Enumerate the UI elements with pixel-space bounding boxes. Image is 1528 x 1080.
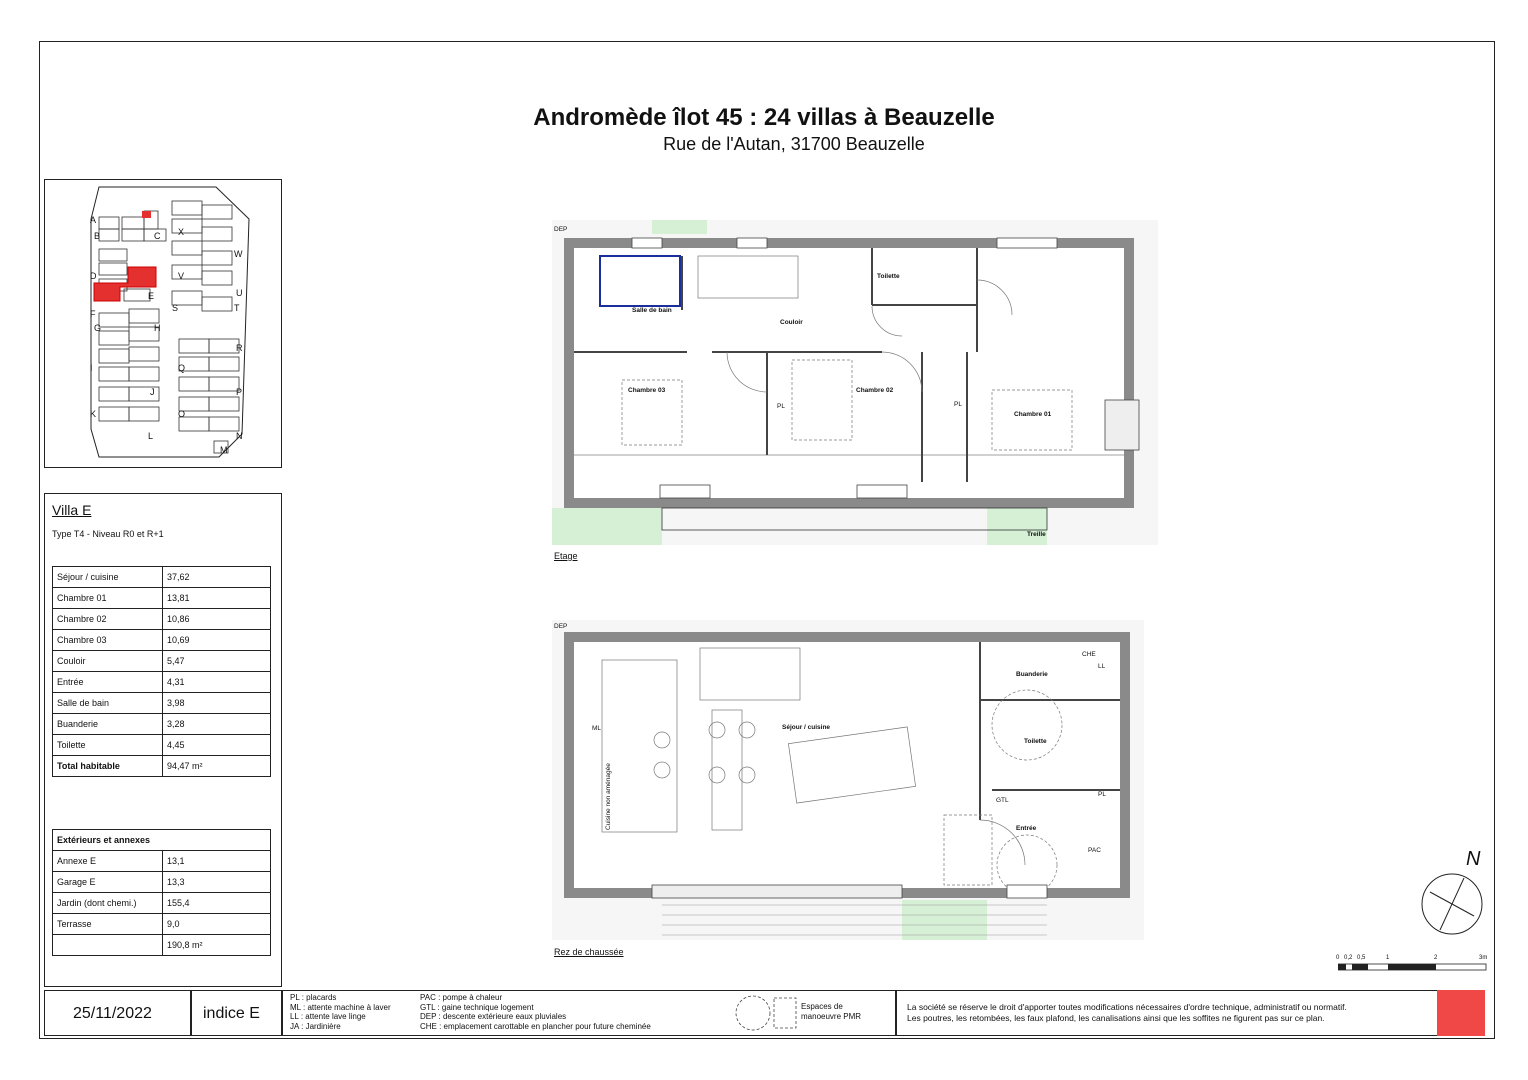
gtl-label: GTL (996, 797, 1009, 804)
ll-label: LL (1098, 663, 1106, 670)
room-name: Entrée (53, 672, 163, 693)
lot-label: K (90, 409, 97, 419)
room-name: Couloir (53, 651, 163, 672)
highlight-c (142, 211, 151, 218)
room-label-chambre-01: Chambre 01 (1014, 411, 1052, 418)
scale-bar (1338, 962, 1488, 972)
lot-label: S (172, 303, 179, 313)
page-subtitle: Rue de l'Autan, 31700 Beauzelle (663, 134, 925, 154)
ground-plan-caption: Rez de chaussée (554, 947, 624, 957)
lot-label: L (148, 431, 154, 441)
ml-label: ML (592, 725, 602, 732)
room-area: 10,69 (163, 630, 271, 651)
dep-label: DEP (554, 226, 568, 233)
lot-label: H (154, 323, 161, 333)
room-label-sdb: Salle de bain (632, 307, 672, 314)
treille-label: Treille (1027, 531, 1046, 538)
room-area: 4,45 (163, 735, 271, 756)
divider (190, 990, 192, 1036)
total-area: 94,47 m² (163, 756, 271, 777)
exterior-name (53, 935, 163, 956)
site-plan (44, 179, 282, 468)
pl-label: PL (1098, 791, 1106, 798)
villa-type: Type T4 - Niveau R0 et R+1 (52, 529, 164, 539)
legend-col-1 (290, 993, 391, 1031)
date-value: 25/11/2022 (73, 1005, 152, 1022)
pmr-circle-icon (734, 994, 798, 1032)
legend-item: GTL : gaine technique logement (420, 1002, 534, 1012)
table-row (53, 567, 271, 588)
lot-label: N (236, 431, 243, 441)
table-row (53, 693, 271, 714)
room-area: 10,86 (163, 609, 271, 630)
disclaimer (907, 1002, 1427, 1024)
total-label: Total habitable (53, 756, 163, 777)
table-row (53, 756, 271, 777)
lot-label: U (236, 288, 243, 298)
legend-item: JA : Jardinière (290, 1021, 341, 1031)
lot-label: O (178, 409, 186, 419)
exterior-name: Annexe E (53, 851, 163, 872)
upper-plan-caption: Etage (554, 551, 578, 561)
lot-label: W (234, 249, 243, 259)
pl-label: PL (777, 403, 785, 410)
page-title: Andromède îlot 45 : 24 villas à Beauzelle (533, 104, 995, 131)
lot-label: F (90, 309, 96, 319)
north-label: N (1466, 848, 1481, 870)
room-label-toilette: Toilette (877, 273, 900, 280)
room-name: Toilette (53, 735, 163, 756)
scale-tick: 2 (1434, 955, 1438, 961)
scale-tick: 3m (1479, 955, 1488, 961)
exterior-name: Garage E (53, 872, 163, 893)
lot-label: C (154, 231, 161, 241)
villa-title: Villa E (52, 502, 92, 518)
lot-label: G (94, 323, 102, 333)
scale-tick: 1 (1386, 955, 1390, 961)
table-row (53, 914, 271, 935)
lot-label: Q (178, 363, 186, 373)
footer-divider (895, 990, 897, 1036)
room-name: Chambre 01 (53, 588, 163, 609)
lot-label: D (90, 271, 97, 281)
lot-label: V (178, 271, 185, 281)
table-row (53, 893, 271, 914)
legend-item: LL : attente lave linge (290, 1012, 366, 1021)
lot-label: P (236, 387, 243, 397)
pac-label: PAC (1088, 847, 1101, 854)
table-row (53, 872, 271, 893)
exterior-area: 13,3 (163, 872, 271, 893)
exterior-area: 155,4 (163, 893, 271, 914)
room-name: Séjour / cuisine (53, 567, 163, 588)
room-label-buanderie: Buanderie (1016, 671, 1048, 678)
lot-label: X (178, 227, 185, 237)
room-name: Chambre 03 (53, 630, 163, 651)
lot-label: E (148, 291, 155, 301)
room-label-entree: Entrée (1016, 825, 1037, 832)
compass-icon (1420, 872, 1484, 936)
room-name: Buanderie (53, 714, 163, 735)
room-name: Salle de bain (53, 693, 163, 714)
table-row (53, 630, 271, 651)
room-name: Chambre 02 (53, 609, 163, 630)
exterior-total: 190,8 m² (163, 935, 271, 956)
scale-tick: 0,5 (1357, 955, 1366, 961)
legend-item: CHE : emplacement carottable en plancher pour future cheminée (420, 1021, 651, 1031)
lot-label: M (220, 445, 228, 455)
room-area: 4,31 (163, 672, 271, 693)
exteriors-table (52, 829, 271, 956)
lot-label: J (150, 387, 155, 397)
legend-item: PAC : pompe à chaleur (420, 993, 503, 1002)
lot-label: B (94, 231, 101, 241)
exterior-name: Jardin (dont chemi.) (53, 893, 163, 914)
lot-label: R (236, 343, 243, 353)
highlight-villa-e (94, 267, 156, 301)
disclaimer-line: Les poutres, les retombées, les faux plafond, les canalisations ainsi que les soffites ne figurent pas sur ce plan. (907, 1013, 1325, 1023)
cuisine-label: Cuisine non aménagée (605, 763, 612, 830)
exterior-area: 13,1 (163, 851, 271, 872)
che-label: CHE (1082, 651, 1096, 658)
scale-tick: 0 (1336, 955, 1340, 961)
room-label-chambre-03: Chambre 03 (628, 387, 666, 394)
legend-item: PL : placards (290, 993, 337, 1002)
indice-value: indice E (203, 1005, 260, 1022)
disclaimer-line: La société se réserve le droit d'apporter toutes modifications nécessaires d'ordre technique, administratif ou normatif. (907, 1002, 1347, 1012)
room-area: 5,47 (163, 651, 271, 672)
room-area: 3,98 (163, 693, 271, 714)
table-row (53, 651, 271, 672)
room-label-sejour: Séjour / cuisine (782, 724, 831, 731)
room-label-chambre-02: Chambre 02 (856, 387, 894, 394)
exteriors-title: Extérieurs et annexes (53, 830, 271, 851)
pl-label: PL (954, 401, 962, 408)
table-row (53, 609, 271, 630)
table-row (53, 672, 271, 693)
exterior-area: 9,0 (163, 914, 271, 935)
room-area: 37,62 (163, 567, 271, 588)
room-label-couloir: Couloir (780, 319, 803, 326)
lot-label: I (90, 363, 93, 373)
lot-label: A (90, 215, 97, 225)
scale-tick: 0,2 (1344, 955, 1353, 961)
room-area: 3,28 (163, 714, 271, 735)
table-row (53, 935, 271, 956)
lot-label: T (234, 303, 240, 313)
table-row (53, 588, 271, 609)
brand-color-square (1437, 990, 1485, 1036)
table-row (53, 735, 271, 756)
legend-col-2 (420, 993, 651, 1031)
exterior-name: Terrasse (53, 914, 163, 935)
rooms-table (52, 566, 271, 777)
table-row (53, 830, 271, 851)
dep-label: DEP (554, 623, 568, 630)
legend-item: DEP : descente extérieure eaux pluviales (420, 1012, 567, 1021)
pmr-label: Espaces de manoeuvre PMR (801, 1002, 862, 1021)
room-area: 13,81 (163, 588, 271, 609)
upper-floor-plan (552, 220, 1158, 545)
legend-item: ML : attente machine à laver (290, 1002, 391, 1012)
table-row (53, 851, 271, 872)
room-label-toilette: Toilette (1024, 738, 1047, 745)
table-row (53, 714, 271, 735)
ground-floor-plan (552, 620, 1144, 940)
